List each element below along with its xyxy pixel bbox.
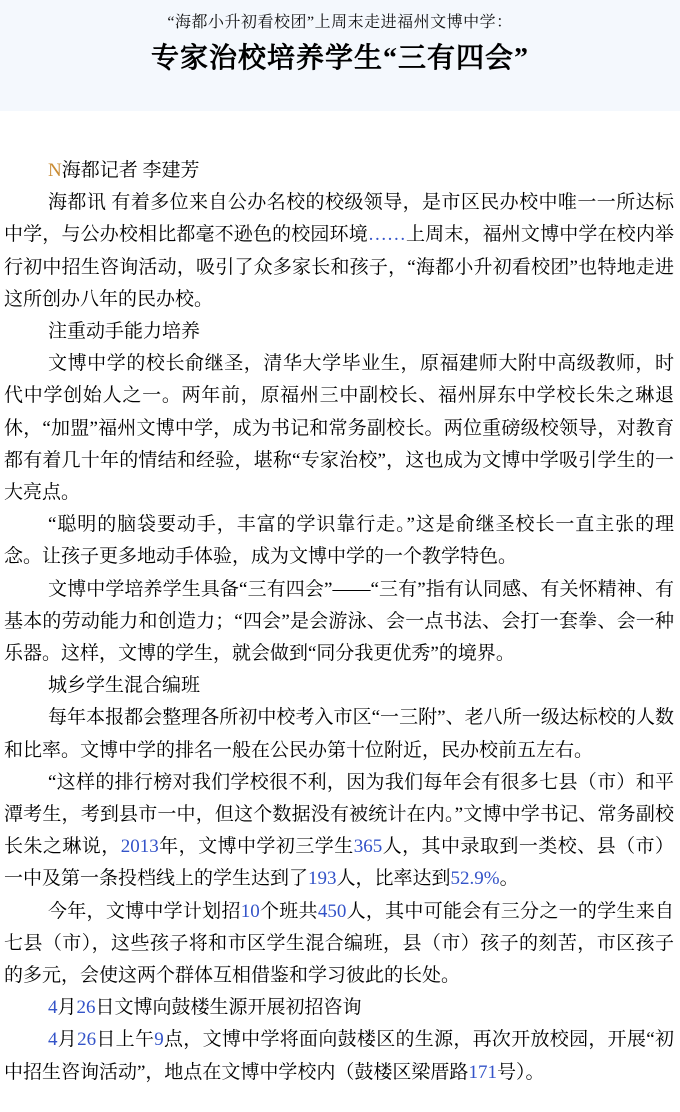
text-run: 每年本报都会整理各所初中校考入市区“一三附”、老八所一级达标校的人数和比率。文博中学的排名一般在公民办第十位附近，民办校前五左右。 bbox=[4, 707, 674, 761]
text-run: 号）。 bbox=[496, 1061, 545, 1083]
paragraph bbox=[4, 509, 674, 573]
text-run: 文博中学培养学生具备“三有四会”——“三有”指有认同感、有关怀精神、有基本的劳动能力和创造力；“四会”是会游泳、会一点书法、会打一套拳、会一种乐器。这样，文博的学生，就会做到“同分我更优秀”的境界。 bbox=[4, 578, 674, 665]
numeric-text: 193 bbox=[308, 868, 337, 890]
section-subheading bbox=[4, 316, 674, 348]
text-run: 月 bbox=[57, 1029, 78, 1051]
numeric-text: 450 bbox=[317, 900, 347, 922]
text-run: 点，文博中学将面向鼓楼区的生源，再次开放校园，开展“初中招生咨询活动”，地点在文博中学校内（鼓楼区梁厝路 bbox=[4, 1029, 674, 1083]
paragraph bbox=[4, 767, 674, 896]
numeric-text: 365 bbox=[353, 836, 383, 858]
text-run: 月 bbox=[57, 997, 77, 1019]
paragraph bbox=[4, 702, 674, 766]
text-run: 文博中学的校长俞继圣，清华大学毕业生，原福建师大附中高级教师，时代中学创始人之一。两年前，原福州三中副校长、福州屏东中学校长朱之琳退休，“加盟”福州文博中学，成为书记和常务副校长。两位重磅级校领导，对教育都有着几十年的情结和经验，堪称“专家治校”，这也成为文博中学吸引学生的一大亮点。 bbox=[4, 353, 674, 504]
text-run: “聪明的脑袋要动手，丰富的学识靠行走。”这是俞继圣校长一直主张的理念。让孩子更多地动手体验，成为文博中学的一个教学特色。 bbox=[4, 514, 674, 568]
numeric-text: 9 bbox=[154, 1029, 164, 1051]
text-run: 城乡学生混合编班 bbox=[48, 675, 201, 697]
article-title: 专家治校培养学生“三有四会” bbox=[150, 43, 529, 74]
section-subheading bbox=[4, 670, 674, 702]
section-subheading bbox=[4, 992, 674, 1024]
text-run: 今年，文博中学计划招 bbox=[48, 900, 241, 922]
text-run: 人，比率达到 bbox=[336, 868, 451, 890]
text-run: 个班共 bbox=[259, 900, 318, 922]
numeric-text: 2013 bbox=[120, 836, 159, 858]
text-run: “这样的排行榜对我们学校很不利，因为我们每年会有很多七县（市）和平潭考生，考到县市一中，但这个数据没有被统计在内。”文博中学书记、常务副校长朱之琳说， bbox=[4, 771, 674, 858]
text-run: 。 bbox=[499, 868, 519, 890]
paragraph bbox=[4, 187, 674, 316]
paragraph bbox=[4, 896, 674, 993]
text-run: 年，文博中学初三学生 bbox=[158, 836, 354, 858]
byline bbox=[4, 155, 674, 187]
kicker-line: “海都小升初看校团”上周末走进福州文博中学： bbox=[167, 14, 513, 31]
text-run: 海都记者 李建芳 bbox=[61, 160, 200, 181]
numeric-text: 26 bbox=[77, 1029, 97, 1051]
article-body bbox=[0, 111, 680, 1109]
numeric-text: 10 bbox=[240, 900, 260, 922]
numeric-text: 171 bbox=[468, 1061, 497, 1083]
text-run: 人，其中录取到一类校、县（市）一中及第一条投档线上的学生达到了 bbox=[4, 836, 674, 890]
text-run: 上周末，福州文博中学在校内举行初中招生咨询活动，吸引了众多家长和孩子，“海都小升初看校团”也特地走进这所创办八年的民办校。 bbox=[4, 224, 674, 310]
text-run: 注重动手能力培养 bbox=[48, 321, 201, 343]
text-run: 人，其中可能会有三分之一的学生来自七县（市），这些孩子将和市区学生混合编班，县（市）孩子的刻苦，市区孩子的多元，会使这两个群体互相借鉴和学习彼此的长处。 bbox=[4, 900, 674, 987]
numeric-text: 4 bbox=[48, 997, 58, 1019]
text-run: 日文博向鼓楼生源开展初招咨询 bbox=[95, 997, 362, 1019]
numeric-text: …… bbox=[367, 224, 406, 246]
text-run: 海都讯 有着多位来自公办名校的校级领导，是市区民办校中唯一一所达标中学，与公办校相比都毫不逊色的校园环境 bbox=[4, 192, 674, 246]
paragraph bbox=[4, 348, 674, 509]
paragraph bbox=[4, 574, 674, 671]
article-header bbox=[0, 0, 680, 111]
numeric-text: 52.9% bbox=[450, 868, 500, 890]
text-run: 日上午 bbox=[96, 1029, 155, 1051]
numeric-text: 26 bbox=[76, 997, 96, 1019]
numeric-text: 4 bbox=[48, 1029, 58, 1051]
paragraph bbox=[4, 1024, 674, 1088]
brand-letter: N bbox=[48, 160, 62, 181]
